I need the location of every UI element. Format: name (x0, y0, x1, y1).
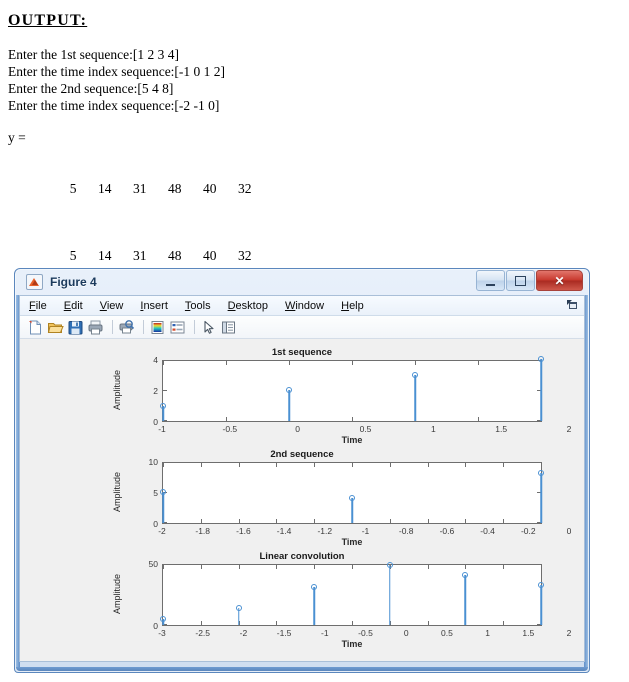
y-tick-label: 2 (153, 386, 158, 396)
menu-mnemonic: D (227, 299, 236, 312)
y-tick-label: 4 (153, 355, 158, 365)
y-axis-label: Amplitude (112, 369, 122, 411)
x-tick-mark (428, 463, 429, 467)
prompt-line: Enter the 2nd sequence:[5 4 8] (8, 81, 174, 96)
x-tick-mark (503, 463, 504, 467)
result-cell: 40 (203, 181, 217, 196)
stem-line (540, 585, 542, 625)
x-axis-label: Time (341, 639, 363, 649)
x-tick-label: 1.5 (522, 628, 535, 638)
result-cell: 31 (133, 248, 147, 263)
x-tick-mark (314, 519, 315, 523)
x-tick-mark (201, 565, 202, 569)
result-cell: 14 (98, 248, 112, 263)
toolbar-separator (112, 320, 113, 334)
x-tick-label: 0 (295, 424, 301, 434)
x-tick-mark (478, 417, 479, 421)
new-figure-icon[interactable] (27, 319, 44, 336)
menu-label: elp (349, 299, 364, 312)
axes-box[interactable] (162, 360, 542, 422)
x-tick-mark (352, 417, 353, 421)
subplot-title: 2nd sequence (270, 449, 334, 460)
matlab-membrane-icon (26, 274, 43, 290)
x-tick-label: 1.5 (495, 424, 508, 434)
x-tick-label: -0.8 (398, 526, 414, 536)
x-tick-mark (352, 361, 353, 365)
x-tick-label: -0.5 (358, 628, 373, 638)
x-tick-label: 0.5 (359, 424, 372, 434)
title-bar[interactable] (19, 269, 585, 295)
figure-client-area (19, 295, 585, 662)
x-tick-label: -3 (158, 628, 166, 638)
menu-item-insert[interactable] (140, 300, 168, 312)
stem-marker (160, 403, 166, 409)
y-tick-mark (537, 564, 541, 565)
y-tick-mark (163, 360, 167, 361)
x-tick-label: -2.5 (195, 628, 211, 638)
menu-mnemonic: E (63, 299, 72, 312)
menu-label: ools (190, 299, 211, 312)
result-cell: 40 (203, 248, 217, 263)
x-tick-label: -1 (361, 526, 370, 536)
stem-line (389, 565, 391, 625)
menu-mnemonic: W (284, 299, 296, 312)
stem-line (414, 375, 416, 422)
menu-label: dit (71, 299, 83, 312)
x-tick-label: 0.5 (440, 628, 453, 638)
menu-mnemonic: F (29, 299, 36, 312)
page-title: OUTPUT: (8, 12, 88, 29)
edit-plot-pointer-icon[interactable] (200, 319, 217, 336)
x-tick-mark (276, 565, 277, 569)
stem-marker (236, 605, 242, 611)
menu-item-desktop[interactable] (228, 300, 268, 312)
x-tick-label: -1.4 (276, 526, 292, 536)
stem-line (288, 390, 290, 421)
x-tick-label: 1 (430, 424, 436, 434)
window-controls (475, 270, 583, 291)
stem-marker (538, 582, 544, 588)
axes-box[interactable] (162, 564, 542, 626)
subplot-1[interactable] (20, 347, 584, 447)
x-tick-label: 2 (566, 424, 572, 434)
stem-line (540, 473, 542, 523)
window-frame-bottom (16, 667, 588, 671)
x-tick-mark (352, 463, 353, 467)
x-tick-label: -0.5 (222, 424, 238, 434)
menu-mnemonic: H (341, 299, 350, 312)
x-axis-label: Time (341, 435, 363, 445)
result-cell: 14 (98, 181, 112, 196)
result-cell: 5 (69, 248, 77, 263)
window-title: Figure 4 (50, 275, 97, 289)
x-tick-mark (428, 621, 429, 625)
stem-line (540, 359, 542, 421)
x-tick-mark (428, 519, 429, 523)
stem-marker (462, 572, 468, 578)
x-tick-mark (226, 417, 227, 421)
stem-marker (538, 356, 544, 362)
y-tick-label: 50 (148, 559, 158, 569)
figure-plot-canvas[interactable] (20, 339, 584, 661)
insert-legend-icon[interactable] (169, 319, 186, 336)
x-tick-mark (314, 463, 315, 467)
x-tick-mark (276, 463, 277, 467)
stem-marker (160, 616, 166, 622)
menu-item-edit[interactable] (64, 300, 83, 312)
x-tick-label: -1 (321, 628, 329, 638)
x-tick-mark (465, 463, 466, 467)
y-axis-label: Amplitude (112, 573, 122, 615)
y-tick-mark (163, 564, 167, 565)
x-tick-mark (239, 463, 240, 467)
minimize-button[interactable] (476, 270, 505, 291)
menu-mnemonic: T (184, 299, 191, 312)
x-tick-mark (541, 463, 542, 467)
x-tick-mark (226, 361, 227, 365)
x-tick-label: -1.8 (195, 526, 211, 536)
subplot-3[interactable] (20, 551, 584, 651)
y-tick-label: 0 (153, 519, 158, 529)
print-figure-icon[interactable] (87, 319, 104, 336)
result-cell: 48 (168, 248, 182, 263)
menu-label: indow (295, 299, 325, 312)
subplot-2[interactable] (20, 449, 584, 549)
x-tick-mark (352, 621, 353, 625)
x-tick-mark (314, 565, 315, 569)
x-tick-mark (415, 361, 416, 365)
figure-toolbar (20, 316, 584, 339)
x-tick-mark (201, 621, 202, 625)
menu-item-tools[interactable] (185, 300, 211, 312)
stem-line (162, 492, 164, 523)
x-tick-mark (352, 565, 353, 569)
y-tick-label: 10 (148, 457, 158, 467)
y-tick-mark (163, 390, 167, 391)
menu-mnemonic: V (99, 299, 107, 312)
y-tick-label: 5 (153, 488, 158, 498)
matlab-figure-window[interactable] (14, 268, 590, 673)
x-tick-mark (541, 565, 542, 569)
x-tick-mark (478, 361, 479, 365)
result-row (8, 165, 568, 213)
show-plot-tools-icon[interactable] (220, 319, 237, 336)
x-tick-mark (201, 463, 202, 467)
y-tick-label: 0 (153, 417, 158, 427)
x-tick-label: -1 (158, 424, 166, 434)
stem-marker (412, 372, 418, 378)
x-tick-label: -0.4 (480, 526, 495, 536)
x-tick-mark (239, 519, 240, 523)
stem-marker (387, 562, 393, 568)
x-tick-mark (239, 565, 240, 569)
x-tick-mark (163, 565, 164, 569)
menu-label: nsert (143, 299, 168, 312)
x-tick-mark (276, 519, 277, 523)
spacer (8, 114, 568, 129)
undock-arrow-icon[interactable] (567, 300, 578, 310)
stem-marker (349, 495, 355, 501)
x-tick-label: -0.2 (520, 526, 536, 536)
x-tick-label: 1 (485, 628, 490, 638)
result-cell: 5 (69, 181, 77, 196)
x-tick-mark (503, 519, 504, 523)
menu-mnemonic: I (140, 299, 144, 312)
close-button[interactable]: ✕ (536, 270, 583, 291)
axes-box[interactable] (162, 462, 542, 524)
stem-marker (286, 387, 292, 393)
x-tick-label: 0 (566, 526, 572, 536)
menu-bar (20, 296, 584, 316)
open-file-icon[interactable] (47, 319, 64, 336)
y-axis-label: Amplitude (112, 471, 122, 513)
subplot-title: Linear convolution (259, 551, 345, 562)
x-tick-label: -1.5 (276, 628, 292, 638)
x-tick-mark (503, 565, 504, 569)
variable-label: y = (8, 130, 26, 145)
x-tick-label: -2 (239, 628, 248, 638)
x-tick-label: -1.2 (317, 526, 333, 536)
result-cell: 32 (238, 181, 252, 196)
x-tick-mark (465, 565, 466, 569)
y-tick-mark (537, 462, 541, 463)
save-figure-icon[interactable] (67, 319, 84, 336)
result-cell: 31 (133, 181, 147, 196)
x-tick-mark (465, 519, 466, 523)
x-tick-mark (163, 361, 164, 365)
print-preview-icon[interactable] (118, 319, 135, 336)
x-tick-label: -2 (158, 526, 166, 536)
x-tick-mark (390, 463, 391, 467)
stem-line (465, 575, 467, 625)
maximize-button[interactable] (506, 270, 535, 291)
y-tick-label: 0 (153, 621, 158, 631)
menu-label: esktop (235, 299, 268, 312)
menu-label: ile (35, 299, 47, 312)
x-tick-label: 0 (403, 628, 409, 638)
stem-line (313, 587, 315, 625)
menu-item-window[interactable] (285, 300, 324, 312)
x-tick-mark (390, 519, 391, 523)
stem-marker (160, 489, 166, 495)
stem-marker (538, 470, 544, 476)
toolbar-separator (194, 320, 195, 334)
y-tick-mark (163, 462, 167, 463)
insert-colorbar-icon[interactable] (149, 319, 166, 336)
result-cell: 32 (238, 248, 252, 263)
menu-item-view[interactable] (100, 300, 124, 312)
menu-item-help[interactable] (341, 300, 364, 312)
x-tick-mark (503, 621, 504, 625)
x-tick-mark (201, 519, 202, 523)
stem-line (351, 498, 353, 523)
x-tick-label: 2 (566, 628, 572, 638)
x-tick-label: -1.6 (236, 526, 251, 536)
toolbar-separator (143, 320, 144, 334)
x-tick-mark (276, 621, 277, 625)
x-tick-mark (289, 361, 290, 365)
prompt-line: Enter the time index sequence:[-2 -1 0] (8, 98, 220, 113)
prompt-block (8, 46, 568, 114)
subplot-title: 1st sequence (271, 347, 333, 358)
menu-label: iew (106, 299, 124, 312)
result-cell: 48 (168, 181, 182, 196)
stem-marker (311, 584, 317, 590)
x-tick-label: -0.6 (439, 526, 455, 536)
menu-item-file[interactable] (29, 300, 47, 312)
x-axis-label: Time (341, 537, 363, 547)
x-tick-mark (428, 565, 429, 569)
prompt-line: Enter the time index sequence:[-1 0 1 2] (8, 64, 226, 79)
prompt-line: Enter the 1st sequence:[1 2 3 4] (8, 47, 179, 62)
x-tick-mark (163, 463, 164, 467)
